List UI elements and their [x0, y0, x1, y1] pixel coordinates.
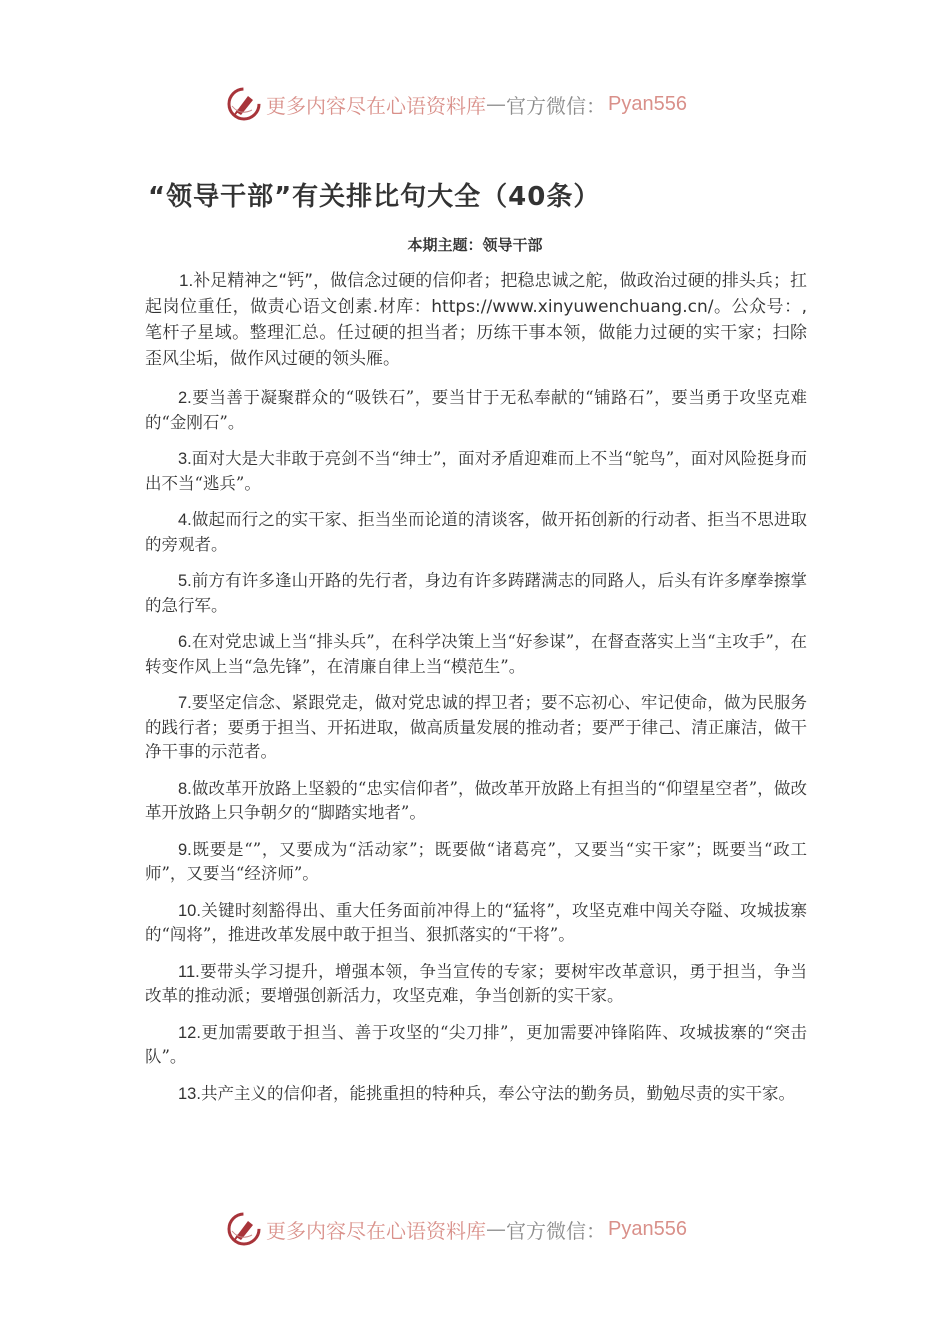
- paragraph-item: [145, 1021, 807, 1070]
- banner-wechat-label: 官方微信：: [506, 93, 606, 118]
- paragraph-item: [145, 1082, 807, 1107]
- paragraph-text: 要坚定信念、紧跟党走，做对党忠诚的捍卫者；要不忘初心、牢记使命，做为民服务的践行者；要勇于担当、开拓进取，做高质量发展的推动者；要严于律己、清正廉洁，做干净干事的示范者。: [145, 693, 807, 761]
- paragraph-number: 11.: [178, 962, 200, 981]
- paragraph-item: [145, 838, 807, 887]
- paragraph-number: 13.: [178, 1084, 201, 1103]
- banner-wechat-label: 官方微信：: [506, 1218, 606, 1243]
- banner-main-text: 更多内容尽在心语资料库: [266, 93, 486, 118]
- paragraph-number: 2.: [178, 389, 192, 407]
- paragraph-item: [145, 569, 807, 618]
- paragraph-item: [145, 386, 807, 435]
- banner-wechat-id: Pyan556: [608, 1217, 687, 1240]
- pen-nib-logo-icon: [226, 1211, 262, 1247]
- paragraph-item: [145, 777, 807, 826]
- paragraph-text: 要带头学习提升，增强本领，争当宣传的专家；要树牢改革意识，勇于担当，争当改革的推动派；要增强创新活力，攻坚克难，争当创新的实干家。: [145, 961, 807, 1005]
- paragraph-item: [145, 691, 807, 765]
- banner-dash: —: [486, 92, 506, 116]
- paragraph-text: 要当善于凝聚群众的“吸铁石”，要当甘于无私奉献的“铺路石”，要当勇于攻坚克难的“金刚石”。: [145, 388, 807, 432]
- paragraph-text: 面对大是大非敢于亮剑不当“绅士”，面对矛盾迎难而上不当“鸵鸟”，面对风险挺身而出不当“逃兵”。: [145, 449, 807, 493]
- paragraph-text: 更加需要敢于担当、善于攻坚的“尖刀排”，更加需要冲锋陷阵、攻城拔寨的“突击队”。: [145, 1022, 807, 1066]
- paragraph-number: 3.: [178, 450, 192, 468]
- paragraph-text: 做改革开放路上坚毅的“忠实信仰者”，做改革开放路上有担当的“仰望星空者”，做改革开放路上只争朝夕的“脚踏实地者”。: [145, 778, 807, 822]
- paragraph-text: 前方有许多逢山开路的先行者，身边有许多踌躇满志的同路人，后头有许多摩拳擦掌的急行军。: [145, 571, 807, 615]
- pen-nib-logo-icon: [226, 86, 262, 122]
- paragraph-number: 6.: [178, 633, 192, 651]
- paragraph-number: 1.: [179, 271, 194, 290]
- document-body: [145, 268, 807, 1118]
- paragraph-number: 9.: [178, 840, 192, 859]
- paragraph-text: 在对党忠诚上当“排头兵”，在科学决策上当“好参谋”，在督查落实上当“主攻手”，在转变作风上当“急先锋”，在清廉自律上当“模范生”。: [145, 632, 807, 676]
- paragraph-number: 5.: [178, 572, 192, 590]
- banner-main-text: 更多内容尽在心语资料库: [266, 1218, 486, 1243]
- paragraph-item: [145, 447, 807, 496]
- paragraph-text: 共产主义的信仰者，能挑重担的特种兵，奉公守法的勤务员，勤勉尽责的实干家。: [200, 1083, 795, 1103]
- paragraph-item: [145, 268, 807, 372]
- paragraph-text: 补足精神之“钙”，做信念过硬的信仰者；把稳忠诚之舵，做政治过硬的排头兵；扛起岗位重任，做责心语文创素.材库：https://www.xinyuwenchuang.cn/。公众号：,笔杆子星域。整理汇总。任过硬的担当者；历练干事本领，做能力过硬的实干家；扫除歪风尘垢，做作风过硬的领头雁。: [145, 271, 807, 369]
- paragraph-item: [145, 508, 807, 557]
- paragraph-item: [145, 630, 807, 679]
- paragraph-number: 7.: [178, 694, 192, 712]
- paragraph-number: 12.: [178, 1023, 201, 1042]
- paragraph-item: [145, 899, 807, 948]
- document-subtitle: 本期主题：领导干部: [407, 236, 543, 254]
- paragraph-text: 既要是“”，又要成为“活动家”；既要做“诸葛亮”，又要当“实干家”；既要当“政工师”，又要当“经济师”。: [145, 839, 807, 883]
- paragraph-text: 关键时刻豁得出、重大任务面前冲得上的“猛将”，攻坚克难中闯关夺隘、攻城拔寨的“闯将”，推进改革发展中敢于担当、狠抓落实的“干将”。: [145, 900, 807, 944]
- paragraph-item: [145, 960, 807, 1009]
- paragraph-number: 8.: [178, 779, 192, 798]
- footer-banner: [226, 1209, 726, 1249]
- paragraph-number: 10.: [178, 901, 201, 920]
- paragraph-number: 4.: [178, 511, 192, 529]
- banner-dash: —: [486, 1217, 506, 1241]
- document-title: “领导干部”有关排比句大全（40条）: [148, 182, 601, 212]
- header-banner: [226, 84, 726, 124]
- paragraph-text: 做起而行之的实干家、拒当坐而论道的清谈客，做开拓创新的行动者、拒当不思进取的旁观者。: [145, 510, 807, 554]
- banner-wechat-id: Pyan556: [608, 92, 687, 115]
